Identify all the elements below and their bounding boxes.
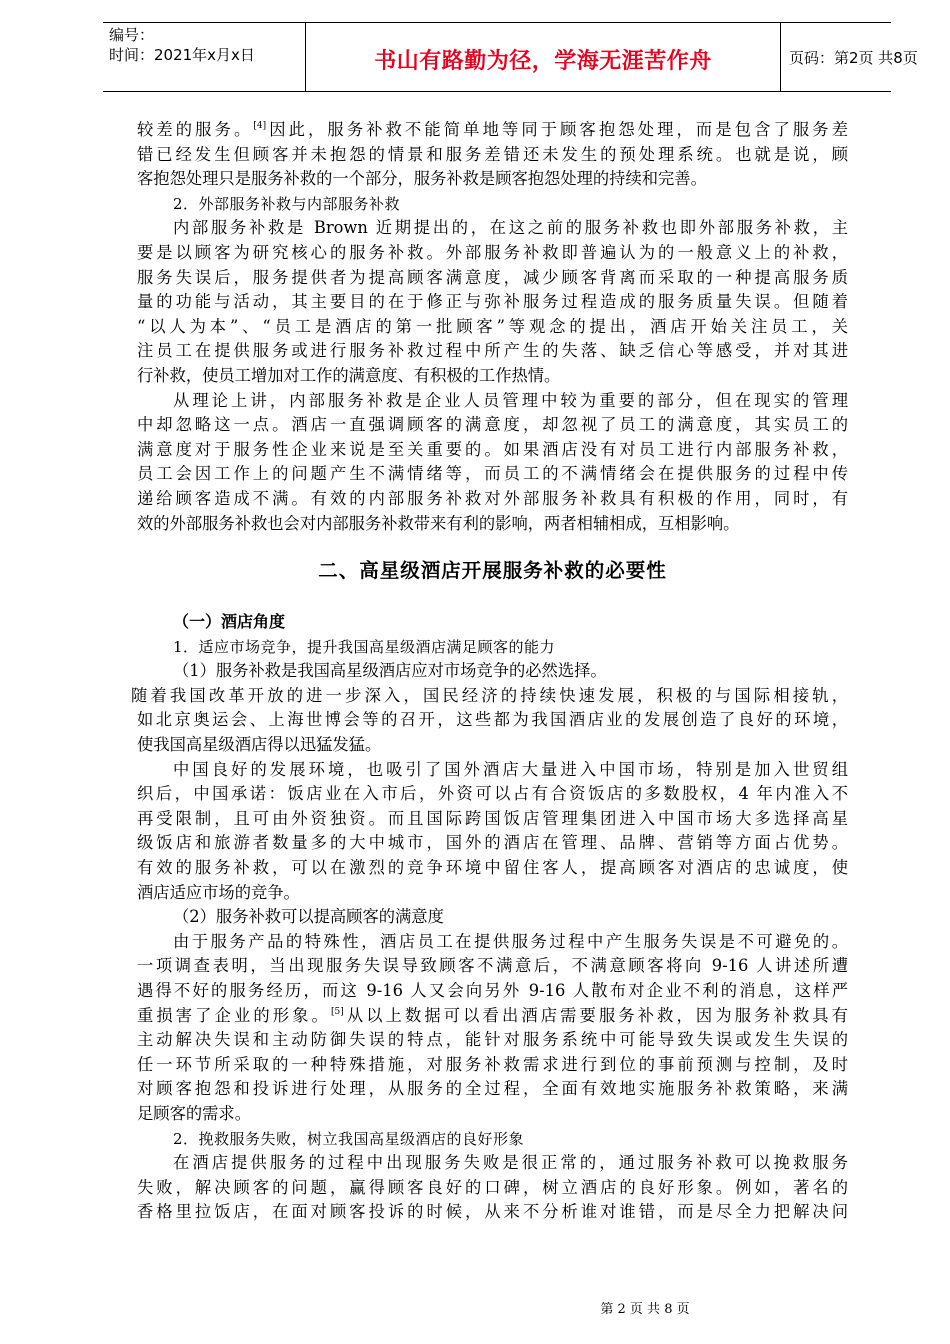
paragraph-line: 有效的服务补救，可以在激烈的竞争环境中留住客人，提高顾客对酒店的忠诚度，使 (137, 858, 848, 878)
header-info-cell (103, 23, 306, 91)
paragraph-line: 要是以顾客为研究核心的服务补救。外部服务补救即普遍认为的一般意义上的补救， (137, 242, 848, 262)
paragraph-line: 由于服务产品的特殊性，酒店员工在提供服务过程中产生服务失误是不可避免的。 (173, 931, 848, 951)
paragraph-line: 中却忽略这一点。酒店一直强调顾客的满意度，却忽视了员工的满意度，其实员工的 (137, 415, 848, 435)
paragraph-line: 一项调查表明，当出现服务失误导致顾客不满意后，不满意顾客将向 9-16 人讲述所遭 (137, 956, 848, 976)
page-header (103, 22, 918, 92)
paragraph-line: 随着我国改革开放的进一步深入，国民经济的持续快速发展，积极的与国际相接轨， (131, 685, 848, 705)
paragraph-line: 内部服务补救是 Brown 近期提出的，在这之前的服务补救也即外部服务补救，主 (173, 218, 848, 238)
paragraph-line: 效的外部服务补救也会对内部服务补救带来有利的影响，两者相辅相成，互相影响。 (137, 513, 740, 533)
paragraph-line: 较差的服务。[4]因此，服务补救不能简单地等同于顾客抱怨处理，而是包含了服务差 (137, 120, 848, 139)
paragraph-line: 重损害了企业的形象。[5]从以上数据可以看出酒店需要服务补救，因为服务补救具有 (137, 1005, 848, 1025)
paragraph-line: 注员工在提供服务或进行服务补救过程中所产生的失落、缺乏信心等感受，并对其进 (137, 341, 848, 361)
subheading: （一）酒店角度 (173, 612, 286, 632)
citation: [5] (330, 1006, 344, 1017)
paragraph-line: 级饭店和旅游者数量多的大中城市，国外的酒店在管理、品牌、营销等方面占优势。 (137, 833, 848, 853)
paragraph-line: 织后，中国承诺：饭店业在入市后，外资可以占有合资饭店的多数股权，4 年内准入不 (137, 784, 848, 804)
time-label: 时间：2021年x月x日 (109, 46, 255, 64)
paragraph-line: 从理论上讲，内部服务补救是企业人员管理中较为重要的部分，但在现实的管理 (173, 390, 848, 410)
subheading: 2．挽救服务失败，树立我国高星级酒店的良好形象 (173, 1129, 525, 1148)
header-page-cell (781, 23, 918, 91)
paragraph-line: 客抱怨处理只是服务补救的一个部分，服务补救是顾客抱怨处理的持续和完善。 (137, 169, 707, 189)
motto: 书山有路勤为径，学海无涯苦作舟 (374, 49, 712, 74)
paragraph-line: 失败，解决顾客的问题，赢得顾客良好的口碑，树立酒店的良好形象。例如，著名的 (137, 1177, 848, 1197)
paragraph-line: 员工会因工作上的问题产生不满情绪等，而员工的不满情绪会在提供服务的过程中传 (137, 464, 848, 484)
paragraph-line: “以人为本”、“员工是酒店的第一批顾客”等观念的提出，酒店开始关注员工，关 (137, 316, 848, 336)
header-motto-cell (306, 23, 781, 91)
paragraph-line: 在酒店提供服务的过程中出现服务失败是很正常的，通过服务补救可以挽救服务 (173, 1153, 848, 1173)
page-label: 页码：第2页 共8页 (789, 49, 918, 67)
number-label: 编号： (109, 26, 155, 44)
paragraph-line: 足顾客的需求。 (137, 1103, 251, 1123)
paragraph-line: 量的功能与活动，其主要目的在于修正与弥补服务过程造成的服务质量失误。但随着 (137, 292, 848, 312)
paragraph-line: 酒店适应市场的竞争。 (137, 882, 300, 902)
paragraph-line: 如北京奥运会、上海世博会等的召开，这些都为我国酒店业的发展创造了良好的环境， (137, 710, 848, 730)
paragraph-line: 服务失误后，服务提供者为提高顾客满意度，减少顾客背离而采取的一种提高服务质 (137, 267, 848, 287)
paragraph-line: 主动解决失误和主动防御失误的特点，能针对服务系统中可能导致失误或发生失误的 (137, 1030, 848, 1050)
subheading: 1．适应市场竞争，提升我国高星级酒店满足顾客的能力 (173, 637, 556, 656)
paragraph-line: 任一环节所采取的一种特殊措施，对服务补救需求进行到位的事前预测与控制，及时 (137, 1054, 848, 1074)
paragraph-line: 香格里拉饭店，在面对顾客投诉的时候，从来不分析谁对谁错，而是尽全力把解决问 (137, 1202, 848, 1222)
paragraph-line: 遇得不好的服务经历，而这 9-16 人又会向另外 9-16 人散布对企业不利的消息，这样严 (137, 981, 848, 1000)
paragraph-line: 递给顾客造成不满。有效的内部服务补救对外部服务补救具有积极的作用，同时，有 (137, 488, 848, 508)
document-body (131, 118, 848, 1225)
citation: [4] (253, 121, 267, 131)
subheading: 2．外部服务补救与内部服务补救 (173, 194, 401, 213)
paragraph-line: 再受限制，且可由外资独资。而且国际跨国饭店管理集团进入中国市场大多选择高星 (137, 808, 848, 828)
paragraph-line: 满意度对于服务性企业来说是至关重要的。如果酒店没有对员工进行内部服务补救， (137, 439, 848, 459)
paragraph-line: 对顾客抱怨和投诉进行处理，从服务的全过程，全面有效地实施服务补救策略，来满 (137, 1079, 848, 1099)
paragraph-line: 使我国高星级酒店得以迅猛发猛。 (137, 735, 382, 755)
subheading: （1）服务补救是我国高星级酒店应对市场竞争的必然选择。 (173, 661, 607, 681)
paragraph-line: 行补救，使员工增加对工作的满意度、有积极的工作热情。 (137, 365, 561, 385)
paragraph-line: 错已经发生但顾客并未抱怨的情景和服务差错还未发生的预处理系统。也就是说，顾 (137, 144, 848, 164)
subheading: （2）服务补救可以提高顾客的满意度 (173, 907, 444, 927)
section-heading: 二、高星级酒店开展服务补救的必要性 (318, 559, 667, 583)
page-footer: 第 2 页 共 8 页 (600, 1302, 690, 1317)
paragraph-line: 中国良好的发展环境，也吸引了国外酒店大量进入中国市场，特别是加入世贸组 (173, 759, 848, 779)
